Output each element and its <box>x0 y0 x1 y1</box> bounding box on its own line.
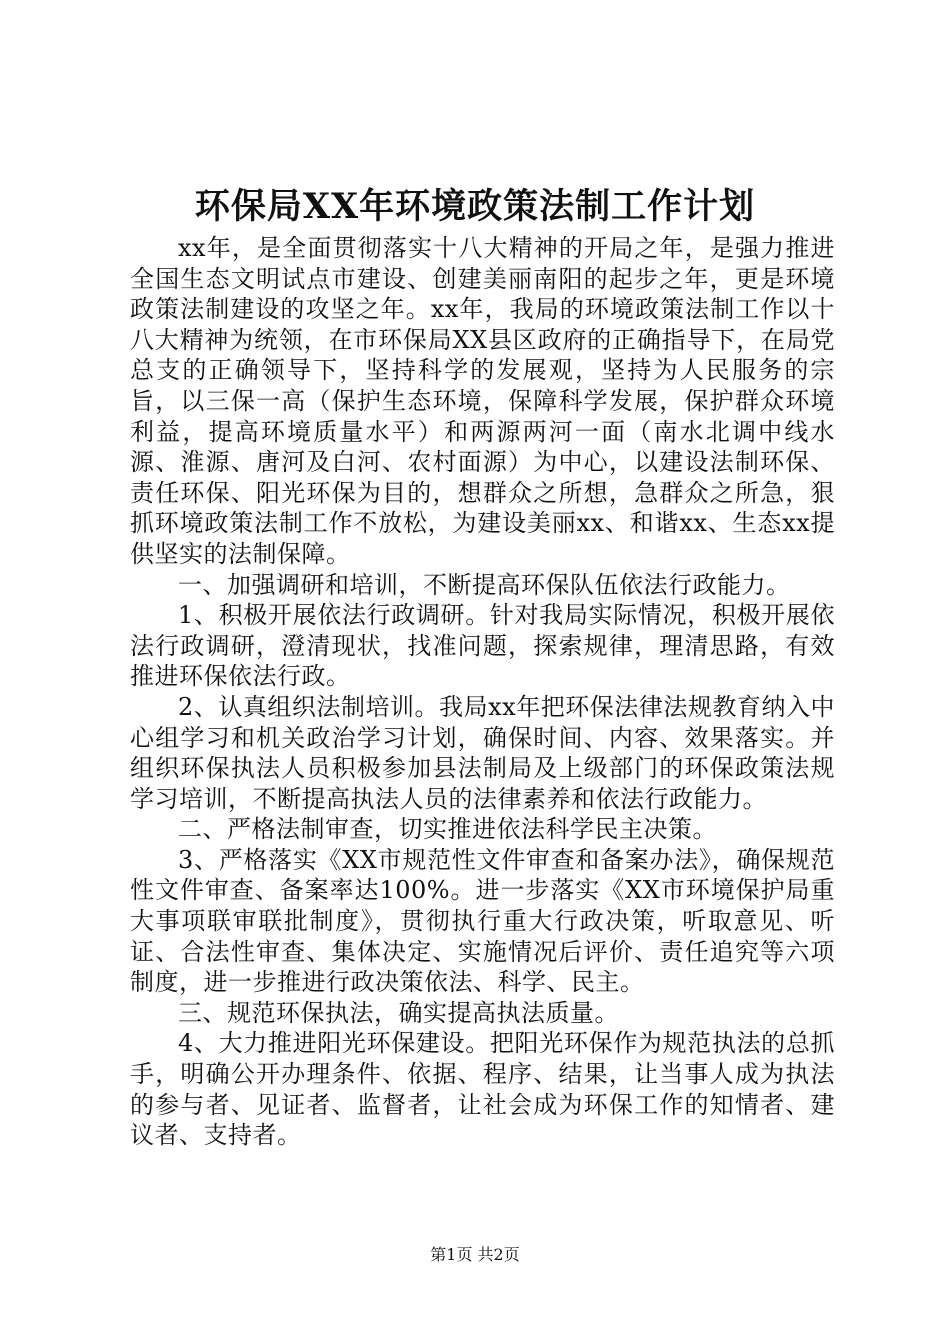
paragraph-intro: xx年，是全面贯彻落实十八大精神的开局之年，是强力推进全国生态文明试点市建设、创建美丽南阳的起步之年，更是环境政策法制建设的攻坚之年。xx年，我局的环境政策法制工作以十八大精神为统领，在市环保局XX县区政府的正确指导下，在局党总支的正确领导下，坚持科学的发展观，坚持为人民服务的宗旨，以三保一高（保护生态环境，保障科学发展，保护群众环境利益，提高环境质量水平）和两源两河一面（南水北调中线水源、淮源、唐河及白河、农村面源）为中心，以建设法制环保、责任环保、阳光环保为目的，想群众之所想，急群众之所急，狠抓环境政策法制工作不放松，为建设美丽xx、和谐xx、生态xx提供坚实的法制保障。 <box>130 234 835 568</box>
paragraph-item-4: 4、大力推进阳光环保建设。把阳光环保作为规范执法的总抓手，明确公开办理条件、依据、程序、结果，让当事人成为执法的参与者、见证者、监督者，让社会成为环保工作的知情者、建议者、支持者。 <box>130 1029 835 1150</box>
section-heading-2: 二、严格法制审查，切实推进依法科学民主决策。 <box>178 815 717 844</box>
paragraph-item-1: 1、积极开展依法行政调研。针对我局实际情况，积极开展依法行政调研，澄清现状，找准问题，探索规律，理清思路，有效推进环保依法行政。 <box>130 601 835 691</box>
paragraph-item-2: 2、认真组织法制培训。我局xx年把环保法律法规教育纳入中心组学习和机关政治学习计划，确保时间、内容、效果落实。并组织环保执法人员积极参加县法制局及上级部门的环保政策法规学习培训，不断提高执法人员的法律素养和依法行政能力。 <box>130 692 835 813</box>
section-heading-1: 一、加强调研和培训，不断提高环保队伍依法行政能力。 <box>178 570 791 599</box>
document-body <box>130 233 835 1151</box>
section-heading-3: 三、规范环保执法，确实提高执法质量。 <box>178 998 619 1027</box>
document-title: 环保局XX年环境政策法制工作计划 <box>194 186 756 227</box>
page-number-footer: 第1页 共2页 <box>430 1245 520 1264</box>
paragraph-item-3: 3、严格落实《XX市规范性文件审查和备案办法》，确保规范性文件审查、备案率达100%。进一步落实《XX市环境保护局重大事项联审联批制度》，贯彻执行重大行政决策，听取意见、听证、合法性审查、集体决定、实施情况后评价、责任追究等六项制度，进一步推进行政决策依法、科学、民主。 <box>130 845 835 997</box>
